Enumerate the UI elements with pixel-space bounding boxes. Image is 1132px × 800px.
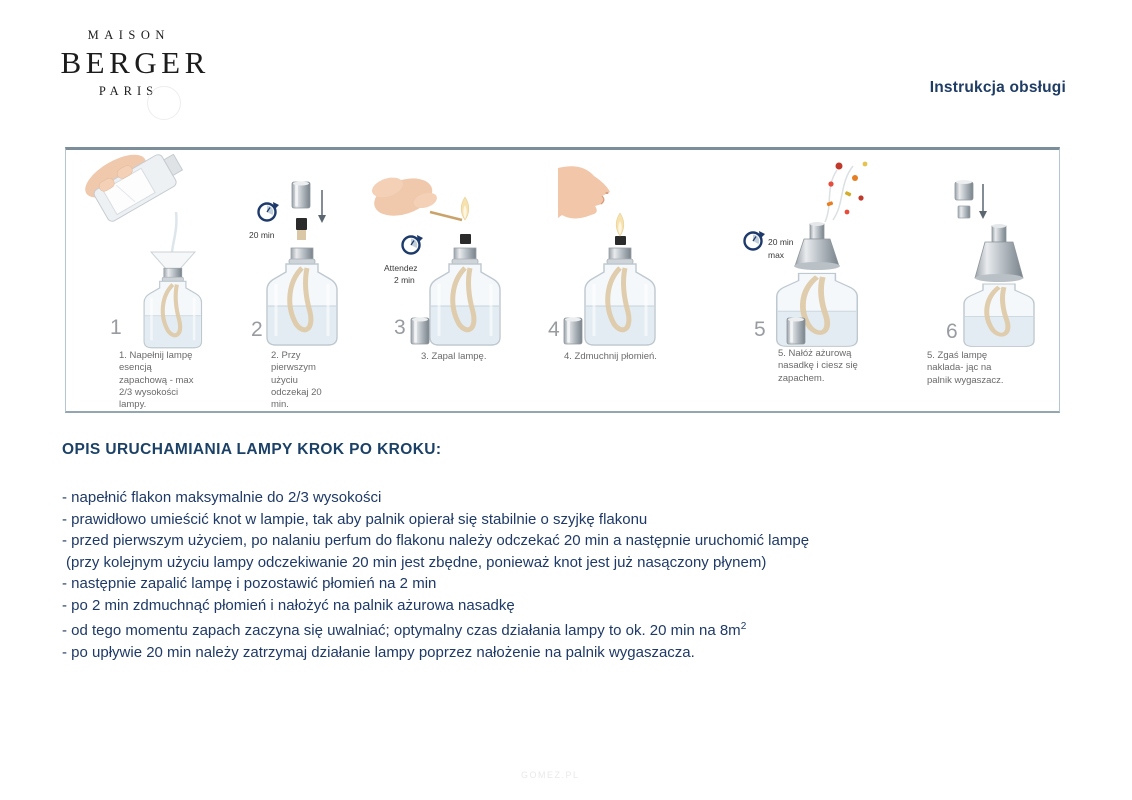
document-title: Instrukcja obsługi: [929, 79, 1066, 96]
watermark: GOMEZ.PL: [521, 770, 580, 780]
instruction-line: [62, 616, 962, 642]
section-heading: OPIS URUCHAMIANIA LAMPY KROK PO KROKU:: [62, 441, 442, 458]
instruction-line: [62, 487, 962, 509]
flame-icon: [461, 197, 469, 220]
instruction-text: - przed pierwszym użyciem, po nalaniu perfum do flakonu należy odczekać 20 min a następnie uruchomić lampę: [62, 532, 810, 549]
timer-label: 20 min: [249, 230, 275, 240]
logo-maison: MAISON: [87, 28, 170, 42]
clock-icon: [403, 235, 424, 254]
step-number: 5: [754, 318, 766, 341]
step-caption: 5. Nałóż ażurową nasadkę i ciesz się zapachem.: [778, 348, 858, 384]
hand-icon: [79, 154, 188, 226]
instruction-line: [62, 530, 962, 552]
pour-stream-icon: [172, 212, 176, 252]
flame-icon: [616, 213, 624, 236]
step-number: 1: [110, 316, 122, 339]
instruction-text: - po upływie 20 min należy zatrzymaj działanie lampy poprzez nałożenie na palnik wygaszacza.: [62, 643, 695, 661]
instruction-text: - od tego momentu zapach zaczyna się uwalniać; optymalny czas działania lampy to ok. 20 min na 8m: [62, 622, 741, 639]
step-4-illustration: [536, 154, 701, 352]
fragrance-petals-icon: [825, 162, 867, 222]
step-1-illustration: [72, 154, 244, 352]
snuffer-cap-icon: [787, 318, 805, 345]
snuffer-cap-icon: [292, 182, 310, 209]
timer-label-2: max: [768, 250, 785, 260]
instruction-line: [62, 573, 962, 595]
instruction-line: [62, 552, 962, 574]
wick-tip-icon: [615, 236, 626, 245]
openwork-top-icon: [794, 222, 840, 270]
clock-icon: [745, 231, 766, 250]
face-icon: [558, 166, 610, 218]
instruction-text: - prawidłowo umieścić knot w lampie, tak aby palnik opierał się stabilnie o szyjkę flakonu: [62, 510, 648, 528]
round-stamp-icon: [147, 86, 181, 120]
step-caption: 2. Przy pierwszym użyciu odczekaj 20 min.: [271, 350, 322, 411]
step-5-illustration: [721, 154, 906, 352]
snuffer-cap-icon: [564, 318, 582, 345]
timer-label: Attendez: [384, 263, 418, 273]
brand-logo: [56, 28, 210, 99]
wick-icon: [297, 230, 306, 240]
instruction-text: - napełnić flakon maksymalnie do 2/3 wysokości: [62, 489, 382, 506]
lamp-icon: [144, 268, 201, 348]
wick-tip-icon: [460, 234, 471, 244]
step-number: 3: [394, 316, 406, 339]
instruction-text: - następnie zapalić lampę i pozostawić płomień na 2 min: [62, 575, 437, 592]
snuffer-cap-icon: [955, 180, 973, 218]
match-icon: [430, 212, 462, 220]
snuffer-cap-icon: [411, 318, 429, 345]
timer-label-2: 2 min: [394, 275, 415, 285]
lamp-icon: [267, 248, 337, 345]
step-number: 4: [548, 318, 560, 341]
step-caption: 5. Zgaś lampę naklada- jąc na palnik wygaszacz.: [927, 350, 1004, 386]
lamp-icon: [964, 284, 1034, 346]
extinguisher-cone-icon: [975, 224, 1023, 282]
lamp-icon: [585, 248, 655, 345]
arrow-down-icon: [318, 190, 326, 223]
lamp-icon: [430, 248, 500, 345]
step-number: 2: [251, 318, 263, 341]
superscript: 2: [740, 621, 747, 632]
step-caption: 1. Napełnij lampę esencją zapachową - max 2/3 wysokości lampy.: [119, 350, 194, 411]
timer-label: 20 min: [768, 237, 794, 247]
step-caption: 4. Zdmuchnij płomień.: [564, 351, 657, 362]
instruction-line: [62, 642, 962, 664]
instructions-list: [62, 487, 962, 663]
hand-icon: [372, 165, 439, 222]
wick-tip-icon: [296, 218, 307, 230]
step-number: 6: [946, 320, 958, 343]
clock-icon: [259, 202, 280, 221]
steps-panel: [65, 147, 1060, 413]
step-caption: 3. Zapal lampę.: [421, 351, 487, 362]
logo-paris: PARIS: [98, 84, 159, 98]
instruction-line: [62, 509, 962, 531]
instruction-text: (przy kolejnym użyciu lampy odczekiwanie 20 min jest zbędne, ponieważ knot jest już nasączony płynem): [66, 553, 767, 571]
instruction-line: [62, 595, 962, 617]
instruction-text: - po 2 min zdmuchnąć płomień i nałożyć na palnik ażurowa nasadkę: [62, 596, 515, 614]
arrow-down-icon: [979, 184, 987, 219]
logo-berger: BERGER: [60, 45, 210, 80]
